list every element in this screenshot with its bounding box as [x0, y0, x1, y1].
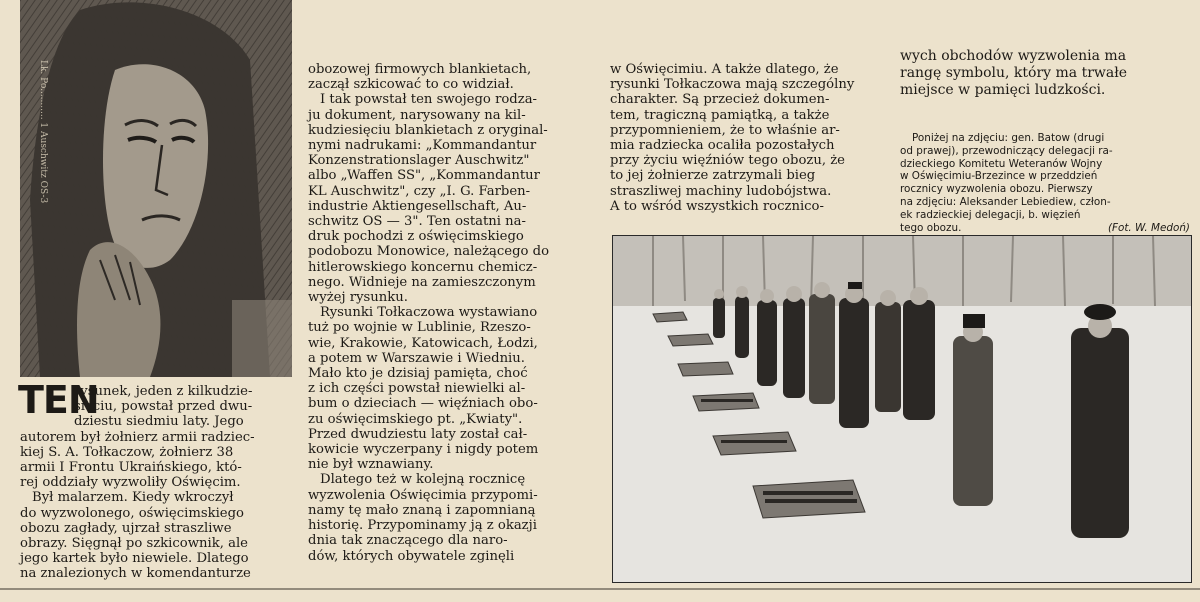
- text-line: sięciu, powstał przed dwu-: [74, 399, 253, 415]
- text-line: straszliwej machiny ludobójstwa.: [610, 183, 832, 199]
- text-line: Przed dwudziestu laty został cał-: [308, 426, 528, 442]
- photo-caption: [900, 132, 1190, 234]
- text-line: Był malarzem. Kiedy wkroczył: [32, 490, 234, 506]
- caption-line: od prawej), przewodniczący delegacji ra-: [900, 144, 1113, 157]
- text-line: na znalezionych w komendanturze: [20, 566, 251, 582]
- article-column-4: [900, 48, 1190, 99]
- text-line: jego kartek było niewiele. Dlatego: [20, 551, 249, 567]
- caption-line: w Oświęcimiu-Brzezince w przeddzień: [900, 170, 1098, 183]
- text-line: obozowej firmowych blankietach,: [308, 62, 532, 77]
- text-line: druk pochodzi z oświęcimskiego: [308, 229, 524, 245]
- caption-line: Poniżej na zdjęciu: gen. Batow (drugi: [912, 132, 1105, 144]
- text-line: Mało kto je dzisiaj pamięta, choć: [308, 366, 528, 382]
- lead-word: TEN: [18, 378, 99, 422]
- text-line: namy tę mało znaną i zapomnianą: [308, 502, 536, 518]
- text-line: schwitz OS — 3". Ten ostatni na-: [308, 214, 526, 230]
- caption-line: dzieckiego Komitetu Weteranów Wojny: [900, 157, 1103, 170]
- text-line: charakter. Są przecież dokumen-: [610, 92, 830, 108]
- text-line: do wyzwolonego, oświęcimskiego: [20, 505, 244, 521]
- memorial-photo: [612, 235, 1192, 583]
- text-line: przypomnieniem, że to właśnie ar-: [610, 122, 840, 138]
- text-line: przy życiu więźniów tego obozu, że: [610, 153, 845, 169]
- text-line: rej oddziały wyzwoliły Oświęcim.: [20, 475, 241, 491]
- text-line: nymi nadrukami: „Kommandantur: [308, 138, 537, 154]
- caption-line: rocznicy wyzwolenia obozu. Pierwszy: [900, 183, 1093, 196]
- caption-line: ek radzieckiej delegacji, b. więzień: [900, 208, 1081, 221]
- text-line: nie był wznawiany.: [308, 457, 434, 473]
- text-line: zaczął szkicować to co widział.: [308, 77, 514, 93]
- text-line: podobozu Monowice, należącego do: [308, 244, 550, 260]
- text-line: dziestu siedmiu laty. Jego: [74, 414, 244, 430]
- text-line: Rysunki Tołkaczowa wystawiano: [320, 305, 538, 321]
- article-column-1: [18, 378, 292, 582]
- text-line: industrie Aktiengesellschaft, Au-: [308, 198, 527, 214]
- text-line: I tak powstał ten swojego rodza-: [320, 92, 538, 108]
- text-line: w Oświęcimiu. A także dlatego, że: [610, 62, 839, 77]
- text-line: hitlerowskiego koncernu chemicz-: [308, 259, 538, 275]
- text-line: Konzenstrationslager Auschwitz": [308, 153, 530, 169]
- text-line: wie, Krakowie, Katowicach, Łodzi,: [308, 335, 538, 351]
- portrait-drawing-art: [20, 0, 292, 377]
- text-line: tem, tragiczną pamiątką, a także: [610, 107, 830, 123]
- text-line: historię. Przypominamy ją z okazji: [308, 518, 537, 534]
- text-line: mia radziecka ocaliła pozostałych: [610, 138, 835, 154]
- article-column-2: [308, 62, 590, 564]
- text-line: wyżej rysunku.: [308, 290, 408, 306]
- bottom-rule: [0, 588, 1200, 590]
- drawing-side-text: Lk. Po........... 1 Auschwitz OS-3: [38, 60, 48, 204]
- text-line: Dlatego też w kolejną rocznicę: [320, 472, 526, 488]
- text-line: A to wśród wszystkich rocznico-: [610, 198, 824, 214]
- text-line: armii I Frontu Ukraińskiego, któ-: [20, 460, 242, 476]
- photo-credit: (Fot. W. Medoń): [1107, 221, 1190, 234]
- caption-line: tego obozu.: [900, 221, 962, 234]
- text-line: kiej S. A. Tołkaczow, żołnierz 38: [20, 444, 234, 460]
- caption-line: na zdjęciu: Aleksander Lebiediew, człon-: [900, 195, 1111, 208]
- text-line: ju dokument, narysowany na kil-: [308, 107, 526, 123]
- article-column-3: [610, 62, 890, 214]
- text-line: rangę symbolu, który ma trwałe: [900, 65, 1128, 81]
- text-line: dów, których obywatele zginęli: [308, 548, 515, 564]
- text-line: nego. Widnieje na zamieszczonym: [308, 274, 536, 290]
- text-line: obrazy. Sięgnął po szkicownik, ale: [20, 536, 248, 552]
- memorial-photo-art: [613, 236, 1191, 582]
- text-line: kowicie wyczerpany i nigdy potem: [308, 442, 539, 458]
- text-line: KL Auschwitz", czy „I. G. Farben-: [308, 183, 531, 199]
- text-line: obozu zagłady, ujrzał straszliwe: [20, 520, 232, 536]
- text-line: kudziesięciu blankietach z oryginal-: [308, 122, 548, 138]
- text-line: rysunki Tołkaczowa mają szczególny: [610, 77, 855, 93]
- portrait-drawing: [20, 0, 292, 377]
- text-line: albo „Waffen SS", „Kommandantur: [308, 168, 540, 184]
- text-line: autorem był żołnierz armii radziec-: [20, 429, 255, 445]
- text-line: rysunek, jeden z kilkudzie-: [74, 384, 253, 399]
- text-line: dnia tak znaczącego dla naro-: [308, 533, 508, 549]
- text-line: to jej żołnierze zatrzymali bieg: [610, 168, 816, 184]
- text-line: wyzwolenia Oświęcimia przypomi-: [308, 487, 538, 503]
- text-line: bum o dzieciach — więźniach obo-: [308, 396, 538, 412]
- text-line: z ich części powstał niewielki al-: [308, 381, 526, 397]
- text-line: miejsce w pamięci ludzkości.: [900, 82, 1106, 98]
- text-line: wych obchodów wyzwolenia ma: [900, 48, 1127, 64]
- text-line: tuż po wojnie w Lublinie, Rzeszo-: [308, 320, 531, 336]
- text-line: a potem w Warszawie i Wiedniu.: [308, 350, 525, 366]
- text-line: zu oświęcimskiego pt. „Kwiaty".: [308, 411, 523, 427]
